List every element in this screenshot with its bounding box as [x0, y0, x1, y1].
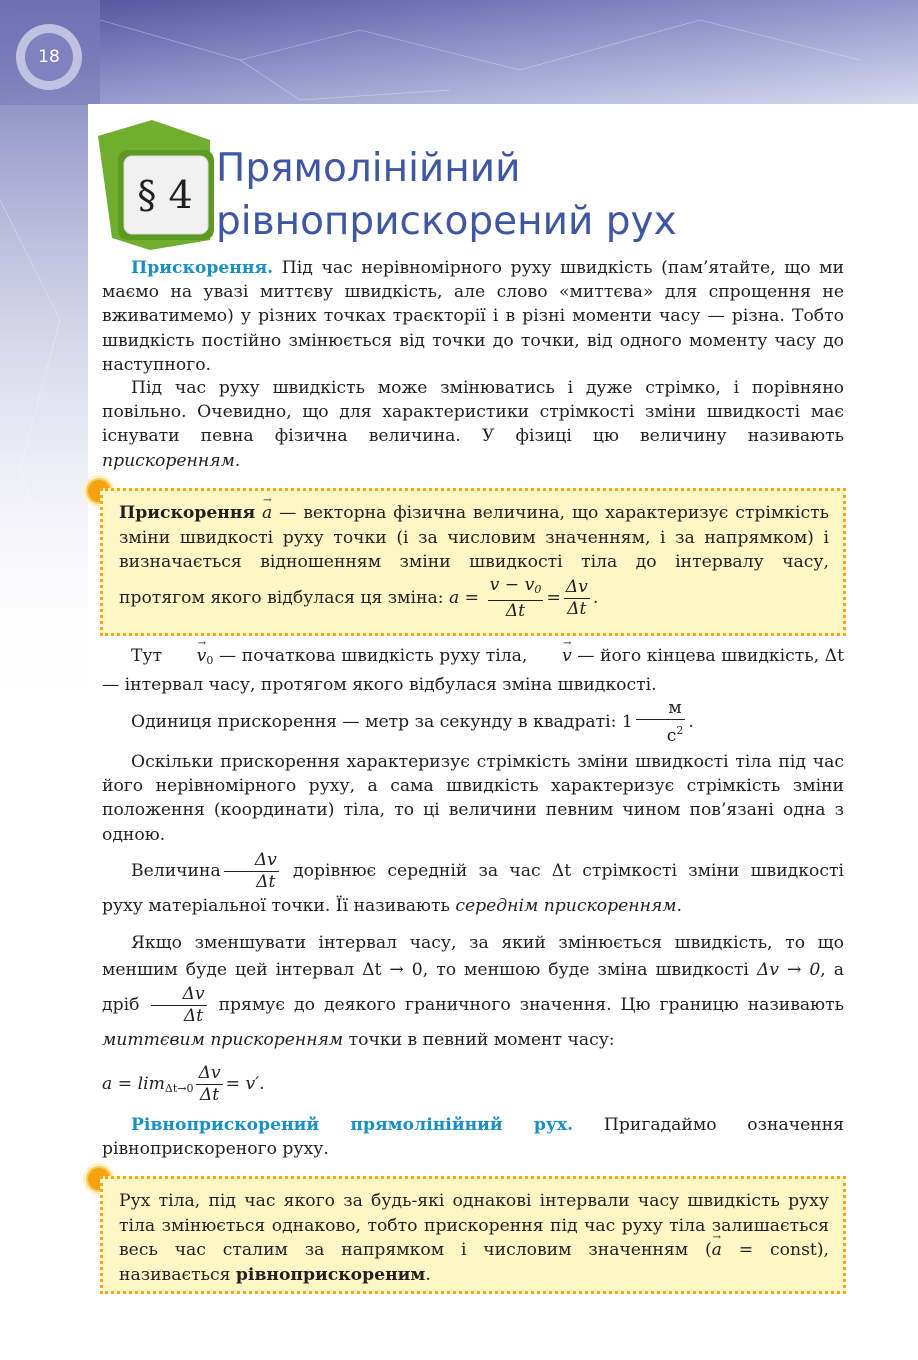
heading-uniform-acceleration: Рівноприскорений прямолінійний рух. [131, 1115, 574, 1135]
def1-den2: Δt [567, 598, 587, 619]
unit-den-sup: 2 [676, 724, 684, 737]
p6-fraction [224, 850, 279, 893]
title-line-2: рівноприскорений рух [216, 199, 677, 244]
unit-fraction [636, 698, 686, 747]
v-symbol: v → [533, 644, 572, 668]
def1-fraction-2 [564, 577, 590, 620]
p5-text: Оскільки прискорення характеризує стрімкість зміни швидкості тіла під час його нерівномірного руху, а сама швидкість характеризує стрімкість зміни положення (координати) тіла, то ці величини певним чином пов’язані одна з одною. [102, 752, 844, 845]
limit-num: Δv [198, 1063, 221, 1083]
p6-end: . [676, 896, 683, 916]
paragraph-instantaneous [102, 930, 844, 1054]
p7-fraction [151, 984, 206, 1027]
p7-num: Δv [151, 984, 206, 1006]
p4-end: . [688, 712, 694, 732]
paragraph-acceleration-intro [102, 256, 844, 377]
def2-end: . [425, 1264, 431, 1285]
paragraph-unit [102, 698, 844, 747]
def1-end: . [592, 587, 599, 608]
p6-t2: дорівнює середній за час Δt стрімкості зміни швидкості руху матеріальної точки. Її називають [102, 861, 844, 916]
def1-text: — векторна фізична величина, що характеризує стрімкість зміни швидкості руху точки (і за числовим значенням, і за напрямком) і визначається відношенням зміни швидкості тіла до інтервалу часу, протягом якого відбулася ця зміна: [119, 503, 829, 608]
def2-symbol: a → [712, 1238, 722, 1263]
p6-t1: Величина [131, 861, 221, 881]
p4-text: Одиниця прискорення — метр за секунду в квадраті: 1 [131, 712, 633, 732]
p7-dv: Δv → 0 [756, 960, 821, 980]
definition-box-acceleration [100, 488, 846, 636]
section-number-badge: § 4 [137, 173, 193, 217]
def1-eq: = [546, 587, 561, 608]
heading-acceleration: Прискорення. [131, 258, 274, 278]
p7-t4: точки в певний момент часу: [343, 1030, 615, 1050]
definition-box-uniform-acceleration [100, 1176, 846, 1294]
def1-formula-lhs: a = [448, 587, 480, 608]
def2-term: рівноприскореним [235, 1264, 426, 1285]
page-number: 18 [38, 47, 60, 67]
v0-sub: 0 [206, 654, 214, 667]
p3-t2: — початкова швидкість руху тіла, [213, 646, 533, 666]
unit-num: м [636, 698, 686, 720]
def1-num1: v − v [489, 574, 535, 595]
limit-lhs: a = lim [102, 1074, 165, 1094]
p7-den: Δt [183, 1006, 204, 1026]
p6-num: Δv [224, 850, 279, 872]
def2-t2: ), називається [119, 1240, 829, 1285]
p2-text: Під час руху швидкість може змінюватись і дуже стрімко, і порівняно повільно. Очевидно, що для характеристики стрімкості зміни швидкості має існувати певна фізична величина. У фізиці цю величину називають [102, 378, 844, 447]
limit-den: Δt [199, 1085, 220, 1105]
limit-end: . [259, 1074, 265, 1094]
p1-text: Під час нерівномірного руху швидкість (пам’ятайте, що ми маємо на увазі миттєву швидкість, але слово «миттєва» для спрощення не вживатимемо) у різних точках траєкторії і в різні моменти часу — різна. Тобто швидкість постійно змінюється від точки до точки, від одного моменту часу до наступного. [102, 258, 844, 375]
def2-text: Рух тіла, під час якого за будь-які однакові інтервали часу швидкість руху тіла змінюється однаково, тобто прискорення під час руху тіла залишається весь час сталим за напрямком і числовим значенням ( [119, 1191, 829, 1261]
page-title [216, 142, 856, 248]
p3-t3: — його кінцева швидкість, Δt — інтервал часу, протягом якого відбулася зміна швидкості. [102, 646, 844, 696]
limit-sub: Δt→0 [164, 1082, 194, 1095]
limit-fraction [196, 1063, 222, 1106]
paragraph-uniform-acceleration [102, 1113, 844, 1161]
def1-term: Прискорення [119, 503, 256, 523]
def2-const: = const [721, 1240, 817, 1261]
formula-limit [102, 1062, 844, 1111]
def1-fraction-1 [488, 575, 544, 622]
term-instantaneous-acceleration: миттєвим прискоренням [102, 1030, 344, 1050]
def1-num2: Δv [565, 576, 588, 597]
paragraph-average-acceleration [102, 850, 844, 920]
paragraph-notation [102, 644, 844, 697]
def1-den1: Δt [505, 600, 526, 621]
term-average-acceleration: середнім прискоренням [455, 896, 677, 916]
title-line-1: Прямолінійний [216, 146, 521, 191]
def1-symbol: a → [262, 501, 272, 526]
p7-t3: прямує до деякого граничного значення. Цю границю називають [209, 995, 844, 1015]
term-acceleration: прискоренням [102, 450, 235, 471]
p2-end: . [234, 450, 241, 471]
p7-t2: , а дріб [102, 960, 844, 1015]
p6-den: Δt [256, 872, 276, 892]
def1-num1-sub: 0 [534, 582, 542, 596]
paragraph-acceleration-need [102, 376, 844, 473]
unit-den: с [666, 726, 677, 746]
p3-t1: Тут [131, 646, 168, 666]
paragraph-relation [102, 750, 844, 847]
p7-t1: Якщо зменшувати інтервал часу, за який змінюється швидкість, то що меншим буде цей інтервал Δt → 0, то меншою буде зміна швидкості [102, 933, 844, 980]
limit-rhs: = v′ [225, 1074, 260, 1094]
p8-text: Пригадаймо означення рівноприскореного руху. [102, 1115, 844, 1160]
v0-symbol: v → [168, 644, 207, 668]
